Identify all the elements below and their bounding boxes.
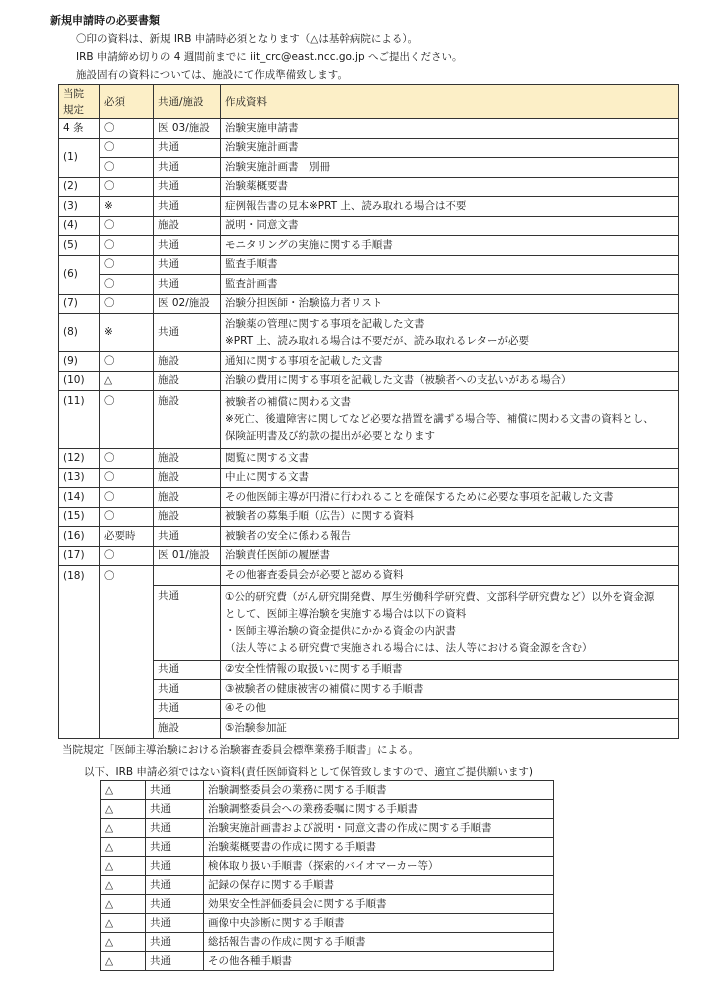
document-line: 中止に関する文書 <box>225 471 309 484</box>
required-mark-cell: 〇 <box>100 507 154 527</box>
scope-cell: 共通 <box>146 933 204 952</box>
required-documents-body <box>59 119 679 739</box>
document-line: モニタリングの実施に関する手順書 <box>225 238 393 251</box>
scope-cell: 共通 <box>146 819 204 838</box>
rule-cell: (7) <box>59 294 100 314</box>
page-title: 新規申請時の必要書類 <box>50 14 160 27</box>
rule-cell: (14) <box>59 488 100 508</box>
scope-cell: 共通 <box>154 158 221 178</box>
document-cell: 効果安全性評価委員会に関する手順書 <box>204 895 554 914</box>
rule-cell: (16) <box>59 527 100 547</box>
scope-cell: 共通 <box>154 255 221 275</box>
required-mark-cell: △ <box>101 914 146 933</box>
document-line: ※PRT 上、読み取れる場合は不要だが、読み取れるレターが必要 <box>225 334 529 347</box>
document-line: 説明・同意文書 <box>225 219 299 232</box>
required-mark-cell: △ <box>101 952 146 971</box>
document-cell <box>221 158 679 178</box>
document-line: 治験実施申請書 <box>225 121 299 134</box>
scope-cell: 共通 <box>154 699 221 719</box>
table-row <box>59 507 679 527</box>
table-row <box>59 197 679 217</box>
required-mark-cell: 〇 <box>100 546 154 566</box>
document-line: 被験者の安全に係わる報告 <box>225 529 351 542</box>
rule-cell: (9) <box>59 352 100 372</box>
table-row <box>101 857 554 876</box>
required-mark-cell: △ <box>101 800 146 819</box>
required-mark-cell: 〇 <box>100 119 154 139</box>
document-cell: ⑤治験参加証 <box>221 719 679 739</box>
scope-cell: 施設 <box>154 391 221 449</box>
scope-cell: 共通 <box>154 680 221 700</box>
table-row <box>101 933 554 952</box>
document-cell <box>221 371 679 391</box>
header-required: 必須 <box>100 85 154 119</box>
document-cell: 治験調整委員会への業務委嘱に関する手順書 <box>204 800 554 819</box>
table-row <box>101 914 554 933</box>
required-mark-cell: △ <box>101 857 146 876</box>
required-mark-cell: 〇 <box>100 449 154 469</box>
document-line: ・医師主導治験の資金提供にかかる資金の内訳書 <box>225 624 456 637</box>
table-row <box>101 819 554 838</box>
document-line: 症例報告書の見本※PRT 上、読み取れる場合は不要 <box>225 199 467 212</box>
rule-cell: (8) <box>59 314 100 352</box>
table-row <box>59 546 679 566</box>
scope-cell: 共通 <box>154 527 221 547</box>
scope-cell: 共通 <box>146 876 204 895</box>
table-row <box>59 236 679 256</box>
required-mark-cell: 〇 <box>100 138 154 158</box>
table-row <box>101 952 554 971</box>
scope-cell: 共通 <box>154 660 221 680</box>
rule-cell: (6) <box>59 255 100 294</box>
scope-cell: 共通 <box>146 800 204 819</box>
document-cell <box>221 177 679 197</box>
scope-cell: 施設 <box>154 488 221 508</box>
document-line: 保険証明書及び約款の提出が必要となります <box>225 430 435 442</box>
document-cell: 画像中央診断に関する手順書 <box>204 914 554 933</box>
table-row <box>59 488 679 508</box>
intro-line-required: 〇印の資料は、新規 IRB 申請時必須となります（△は基幹病院による）。 <box>76 33 419 45</box>
rule-cell: (17) <box>59 546 100 566</box>
header-scope: 共通/施設 <box>154 85 221 119</box>
rule-cell: (1) <box>59 138 100 177</box>
optional-documents-note: 以下、IRB 申請必須ではない資料(責任医師資料として保管致しますので、適宜ご提供願います) <box>84 766 533 778</box>
required-mark-cell: △ <box>101 838 146 857</box>
scope-cell: 共通 <box>146 952 204 971</box>
table-row <box>59 216 679 236</box>
scope-cell: 施設 <box>154 371 221 391</box>
document-cell <box>221 352 679 372</box>
table-row <box>59 177 679 197</box>
required-mark-cell: △ <box>101 781 146 800</box>
required-mark-cell: 〇 <box>100 352 154 372</box>
table-row <box>59 391 679 449</box>
rule-cell: (2) <box>59 177 100 197</box>
required-mark-cell: ※ <box>100 197 154 217</box>
document-cell: その他審査委員会が必要と認める資料 <box>221 566 679 586</box>
document-line: 治験分担医師・治験協力者リスト <box>225 297 383 310</box>
document-line: 治験実施計画書 <box>225 141 299 154</box>
document-line: 監査手順書 <box>225 258 278 271</box>
table-row <box>59 138 679 158</box>
table-row <box>101 895 554 914</box>
document-line: 治験薬概要書 <box>225 180 288 193</box>
required-mark-cell: △ <box>101 876 146 895</box>
table-row <box>59 294 679 314</box>
scope-cell: 施設 <box>154 507 221 527</box>
document-cell <box>221 546 679 566</box>
optional-documents-table <box>100 780 554 971</box>
optional-documents-body <box>101 781 554 971</box>
scope-cell: 共通 <box>146 895 204 914</box>
table-row <box>101 876 554 895</box>
required-mark-cell: 〇 <box>100 391 154 449</box>
document-cell <box>221 275 679 295</box>
scope-cell: 施設 <box>154 352 221 372</box>
document-cell <box>221 314 679 352</box>
document-cell <box>221 236 679 256</box>
table-row <box>101 781 554 800</box>
table-row <box>59 352 679 372</box>
scope-cell: 施設 <box>154 468 221 488</box>
rule-cell: 4 条 <box>59 119 100 139</box>
document-line: 閲覧に関する文書 <box>225 451 309 464</box>
document-line: として、医師主導治験を実施する場合は以下の資料 <box>225 607 467 620</box>
scope-cell: 共通 <box>154 138 221 158</box>
scope-cell: 共通 <box>154 197 221 217</box>
scope-cell: 共通 <box>146 781 204 800</box>
required-mark-cell: 〇 <box>100 255 154 275</box>
table-row <box>59 158 679 178</box>
document-cell: 記録の保存に関する手順書 <box>204 876 554 895</box>
required-mark-cell: ※ <box>100 314 154 352</box>
scope-cell: 医 01/施設 <box>154 546 221 566</box>
document-line: 治験責任医師の履歴書 <box>225 549 330 562</box>
rule-cell: (15) <box>59 507 100 527</box>
document-line: 監査計画書 <box>225 277 278 290</box>
required-mark-cell: 〇 <box>100 216 154 236</box>
document-line: 治験の費用に関する事項を記載した文書（被験者への支払いがある場合） <box>225 374 572 387</box>
document-line: ①公的研究費（がん研究開発費、厚生労働科学研究費、文部科学研究費など）以外を資金源 <box>225 590 655 603</box>
document-cell <box>221 255 679 275</box>
document-cell <box>221 585 679 660</box>
document-cell: ②安全性情報の取扱いに関する手順書 <box>221 660 679 680</box>
rule-cell: (4) <box>59 216 100 236</box>
document-cell <box>221 527 679 547</box>
table-row <box>59 371 679 391</box>
intro-line-facility: 施設固有の資料については、施設にて作成準備致します。 <box>76 69 348 81</box>
required-documents-table <box>58 84 679 739</box>
scope-cell: 共通 <box>154 177 221 197</box>
document-line: その他医師主導が円滑に行われることを確保するために必要な事項を記載した文書 <box>225 490 614 503</box>
rule-cell: (3) <box>59 197 100 217</box>
scope-cell: 施設 <box>154 719 221 739</box>
document-line: 被験者の募集手順（広告）に関する資料 <box>225 510 414 523</box>
document-cell <box>221 488 679 508</box>
document-cell: 検体取り扱い手順書（探索的バイオマーカー等） <box>204 857 554 876</box>
required-mark-cell: 〇 <box>100 177 154 197</box>
rule-reference-note: 当院規定「医師主導治験における治験審査委員会標準業務手順書」による。 <box>62 744 419 756</box>
document-cell: ④その他 <box>221 699 679 719</box>
document-line: 治験薬の管理に関する事項を記載した文書 <box>225 317 425 330</box>
rule-cell: (13) <box>59 468 100 488</box>
required-mark-cell: 〇 <box>100 566 154 739</box>
table-row <box>59 275 679 295</box>
document-cell <box>221 507 679 527</box>
required-mark-cell: 〇 <box>100 294 154 314</box>
table-header-row <box>59 85 679 119</box>
intro-line-deadline: IRB 申請締め切りの 4 週間前までに iit_crc@east.ncc.go.jp へご提出ください。 <box>76 51 463 63</box>
scope-cell: 医 02/施設 <box>154 294 221 314</box>
scope-cell: 施設 <box>154 216 221 236</box>
document-cell: ③被験者の健康被害の補償に関する手順書 <box>221 680 679 700</box>
document-cell <box>221 449 679 469</box>
scope-cell: 施設 <box>154 449 221 469</box>
required-mark-cell: 必要時 <box>100 527 154 547</box>
document-cell: 治験調整委員会の業務に関する手順書 <box>204 781 554 800</box>
rule-cell: (11) <box>59 391 100 449</box>
rule-cell: (5) <box>59 236 100 256</box>
document-cell: 治験実施計画書および説明・同意文書の作成に関する手順書 <box>204 819 554 838</box>
rule-cell: (12) <box>59 449 100 469</box>
table-row <box>59 255 679 275</box>
document-line: ※死亡、後遺障害に関してなど必要な措置を講ずる場合等、補償に関わる文書の資料とし、 <box>225 413 654 425</box>
required-mark-cell: △ <box>101 819 146 838</box>
header-rule-line2: 規定 <box>63 103 84 116</box>
scope-cell: 共通 <box>154 585 221 660</box>
required-mark-cell: 〇 <box>100 488 154 508</box>
document-cell: その他各種手順書 <box>204 952 554 971</box>
document-cell <box>221 294 679 314</box>
required-mark-cell: △ <box>100 371 154 391</box>
document-cell: 総括報告書の作成に関する手順書 <box>204 933 554 952</box>
required-mark-cell: 〇 <box>100 468 154 488</box>
scope-cell: 共通 <box>154 236 221 256</box>
document-cell <box>221 138 679 158</box>
document-line: 通知に関する事項を記載した文書 <box>225 354 383 367</box>
document-cell <box>221 216 679 236</box>
required-mark-cell: △ <box>101 933 146 952</box>
table-row <box>59 468 679 488</box>
document-line: （法人等による研究費で実施される場合には、法人等における資金源を含む） <box>225 641 593 654</box>
scope-cell: 共通 <box>154 314 221 352</box>
scope-cell: 共通 <box>154 275 221 295</box>
scope-cell: 共通 <box>146 838 204 857</box>
scope-cell: 医 03/施設 <box>154 119 221 139</box>
table-row <box>59 449 679 469</box>
required-mark-cell: △ <box>101 895 146 914</box>
table-row <box>59 314 679 352</box>
table-row <box>59 119 679 139</box>
header-rule <box>59 85 100 119</box>
required-mark-cell: 〇 <box>100 236 154 256</box>
table-row <box>59 527 679 547</box>
document-line: 治験実施計画書 別冊 <box>225 160 330 173</box>
required-mark-cell: 〇 <box>100 275 154 295</box>
header-document: 作成資料 <box>221 85 679 119</box>
document-cell <box>221 197 679 217</box>
rule-cell: (18) <box>59 566 100 739</box>
document-cell <box>221 468 679 488</box>
table-row <box>101 838 554 857</box>
table-row <box>101 800 554 819</box>
table-row <box>59 566 679 586</box>
rule-cell: (10) <box>59 371 100 391</box>
document-cell: 治験薬概要書の作成に関する手順書 <box>204 838 554 857</box>
document-line: 被験者の補償に関わる文書 <box>225 396 351 408</box>
document-cell <box>221 391 679 449</box>
header-rule-line1: 当院 <box>63 87 84 100</box>
scope-cell: 共通 <box>146 857 204 876</box>
scope-cell: 共通 <box>146 914 204 933</box>
required-mark-cell: 〇 <box>100 158 154 178</box>
scope-cell <box>154 566 221 586</box>
document-cell <box>221 119 679 139</box>
